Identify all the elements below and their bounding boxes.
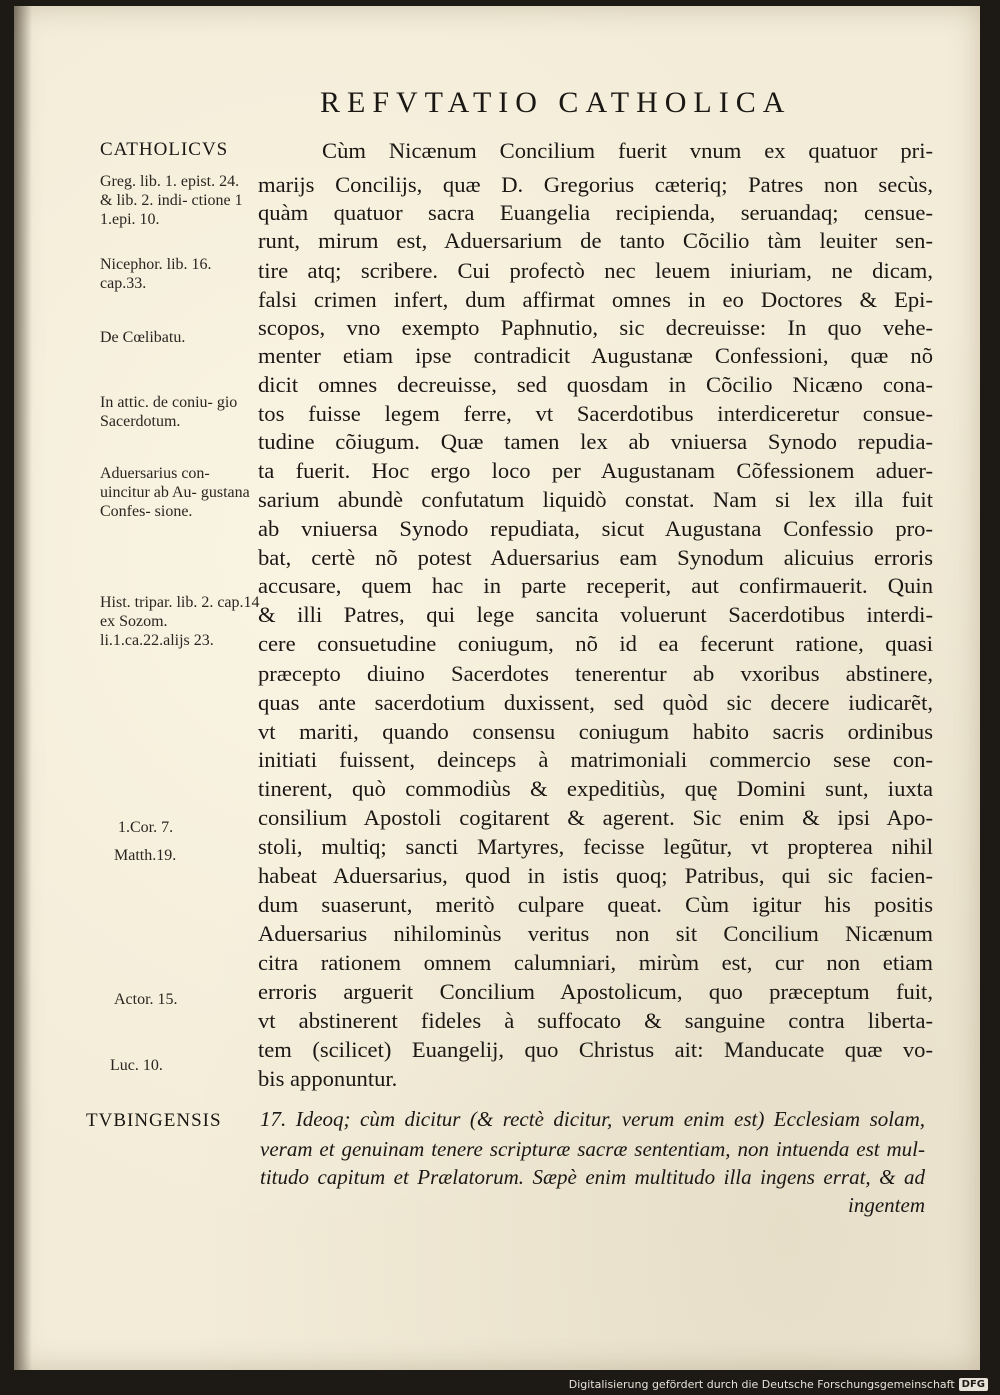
body-line: ta fuerit. Hoc ergo loco per Augustanam Cõfessionem aduer-	[258, 458, 933, 483]
italic-line: veram et genuinam tenere scripturæ sacræ sententiam, non intuenda est mul-	[260, 1137, 925, 1161]
body-line: stoli, multiq; sancti Martyres, fecisse legũtur, vt propterea nihil	[258, 834, 933, 859]
margin-note-luc: Luc. 10.	[110, 1057, 163, 1074]
margin-note-in-attic: In attic. de coniu- gio Sacerdotum.	[100, 394, 238, 430]
body-line: præcepto diuino Sacerdotes tenerentur ab vxoribus abstinere,	[258, 661, 933, 686]
body-line: tem (scilicet) Euangelij, quo Christus ait: Manducate quæ vo-	[258, 1037, 933, 1062]
margin-note-actor: Actor. 15.	[114, 991, 178, 1008]
body-line: sarium abundè confutatum liquidò constat. Nam si lex illa fuit	[258, 487, 933, 512]
body-line: vt abstinerent fideles à suffocato & sanguine contra liberta-	[258, 1008, 933, 1033]
body-line: dum suaserunt, meritò culpare queat. Cùm igitur his positis	[258, 892, 933, 917]
body-line: & illi Patres, qui lege sancita voluerunt Sacerdotibus interdi-	[258, 602, 933, 627]
catchword: ingentem	[848, 1193, 925, 1217]
margin-label-catholicus: CATHOLICVS	[100, 139, 229, 160]
body-line: tudine cõiugum. Quæ tamen lex ab vniuersa Synodo repudia-	[258, 429, 933, 454]
body-line: dicit omnes decreuisse, sed quosdam in Cõcilio Nicæno cona-	[258, 372, 933, 397]
body-line: initiati fuissent, deinceps à matrimoniali commercio sese con-	[258, 747, 933, 772]
margin-note-matth: Matth.19.	[114, 847, 177, 864]
italic-line: titudo capitum et Prælatorum. Sæpè enim multitudo illa ingens errat, & ad	[260, 1165, 925, 1189]
body-line: marijs Concilijs, quæ D. Gregorius cæteriq; Patres non secùs,	[258, 172, 933, 197]
margin-note-nicephor: Nicephor. lib. 16. cap.33.	[100, 256, 212, 292]
footer-text: Digitalisierung gefördert durch die Deutsche Forschungsgemeinschaft	[568, 1378, 955, 1391]
body-line: Cùm Nicænum Concilium fuerit vnum ex quatuor pri-	[322, 138, 933, 163]
body-line: bat, certè nõ potest Aduersarius eam Synodum alicuius erroris	[258, 545, 933, 570]
body-line: accusare, quem hac in parte receperit, aut confirmauerit. Quin	[258, 573, 933, 598]
dfg-logo-icon: DFG	[959, 1378, 988, 1391]
page-gutter-shadow	[14, 6, 32, 1370]
margin-note-hist-tripar: Hist. tripar. lib. 2. cap.14 ex Sozom. li.1.ca.22.alijs 23.	[100, 594, 260, 649]
body-line: vt mariti, quando consensu coniugum habito sacris ordinibus	[258, 719, 933, 744]
body-line: consilium Apostoli cogitarent & agerent. Sic enim & ipsi Apo-	[258, 805, 933, 830]
margin-note-augustana: Aduersarius con- uincitur ab Au- gustana Confes- sione.	[100, 465, 250, 520]
body-line: quas ante sacerdotium duxissent, sed quòd sic decere iudicarẽt,	[258, 690, 933, 715]
body-line: cere consuetudine coniugum, nõ id ea fecerunt ratione, quasi	[258, 631, 933, 656]
italic-line: 17. Ideoq; cùm dicitur (& rectè dicitur, verum enim est) Ecclesiam solam,	[260, 1107, 925, 1131]
margin-note-coelibatu: De Cœlibatu.	[100, 329, 186, 346]
body-line: scopos, vno exempto Paphnutio, sic decreuisse: In quo vehe-	[258, 315, 933, 340]
body-line: falsi crimen infert, dum affirmat omnes in eo Doctores & Epi-	[258, 287, 933, 312]
body-line: menter etiam ipse contradicit Augustanæ Confessioni, quæ nõ	[258, 343, 933, 368]
body-line: bis apponuntur.	[258, 1066, 398, 1091]
section-label-tubingensis: TVBINGENSIS	[86, 1110, 222, 1131]
margin-note-gregory: Greg. lib. 1. epist. 24. & lib. 2. indi- ctione 1 1.epi. 10.	[100, 173, 243, 228]
body-line: tire atq; scribere. Cui profectò nec leuem iniuriam, ne dicam,	[258, 258, 933, 283]
body-line: citra rationem omnem calumniari, mirùm est, cur non etiam	[258, 950, 933, 975]
body-line: erroris arguerit Concilium Apostolicum, quo præceptum fuit,	[258, 979, 933, 1004]
body-line: quàm quatuor sacra Euangelia recipienda, seruandaq; censue-	[258, 200, 933, 225]
body-line: ab vniuersa Synodo repudiata, sicut Augustana Confessio pro-	[258, 516, 933, 541]
body-line: Aduersarius nihilominùs veritus non sit Concilium Nicænum	[258, 921, 933, 946]
body-line: tos fuisse legem ferre, vt Sacerdotibus interdiceretur consue-	[258, 401, 933, 426]
body-line: tinerent, quò commodiùs & expeditiùs, quę Domini sunt, iuxta	[258, 776, 933, 801]
body-line: habeat Aduersarius, quod in istis quoq; Patribus, qui sic facien-	[258, 863, 933, 888]
body-line: runt, mirum est, Aduersarium de tanto Cõcilio tàm leuiter sen-	[258, 228, 933, 253]
margin-note-cor: 1.Cor. 7.	[118, 819, 174, 836]
digitization-footer	[569, 1378, 988, 1391]
running-head: REFVTATIO CATHOLICA	[320, 86, 792, 119]
